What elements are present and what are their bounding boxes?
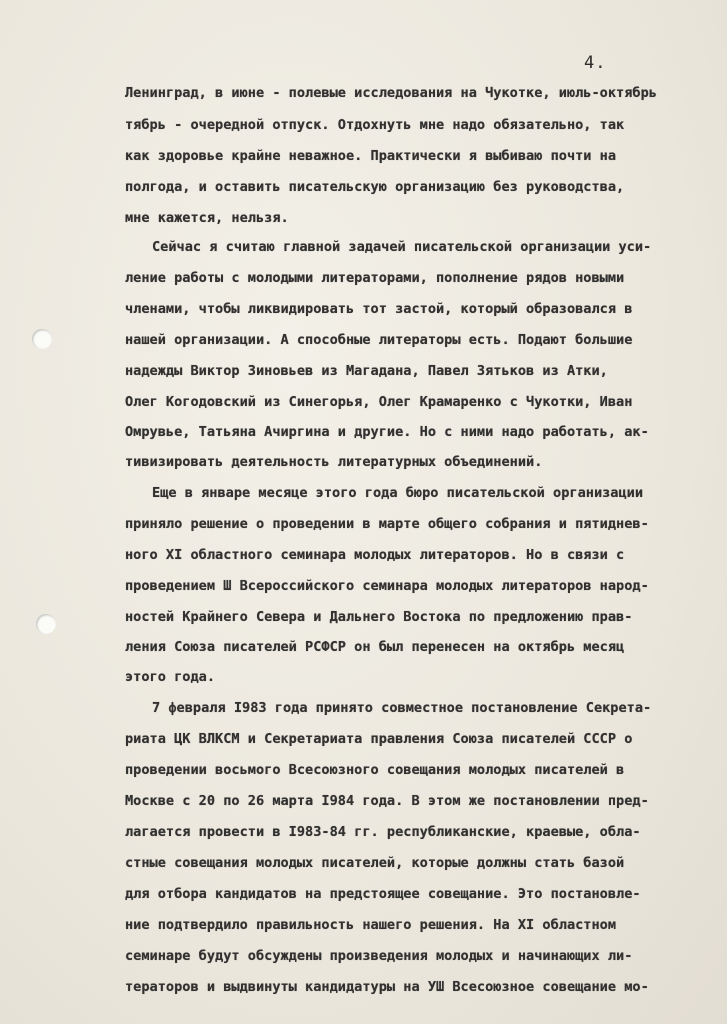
text-line: тябрь - очередной отпуск. Отдохнуть мне надо обязательно, так — [125, 117, 625, 133]
text-line: надежды Виктор Зиновьев из Магадана, Павел Зятьков из Атки, — [125, 363, 608, 379]
text-line: тивизировать деятельность литературных объединений. — [125, 454, 543, 470]
text-line: тераторов и выдвинуты кандидатуры на УШ Всесоюзное совещание мо- — [125, 979, 649, 995]
text-line: нашей организации. А способные литераторы есть. Подают большие — [125, 332, 633, 348]
text-line: лагается провести в I983-84 гг. республиканские, краевые, обла- — [125, 824, 641, 840]
text-line: членами, чтобы ликвидировать тот застой, который образовался в — [125, 301, 633, 317]
text-line: проведением Ш Всероссийского семинара молодых литераторов народ- — [125, 578, 649, 594]
text-line: Сейчас я считаю главной задачей писательской организации уси- — [152, 239, 652, 255]
punch-hole-top — [32, 329, 52, 349]
punch-hole-bottom — [36, 614, 56, 634]
text-line: 7 февраля I983 года принято совместное постановление Секрета- — [152, 700, 652, 716]
text-line: Омрувье, Татьяна Ачиргина и другие. Но с ними надо работать, ак- — [125, 424, 649, 440]
text-line: для отбора кандидатов на предстоящее совещание. Это постановле- — [125, 886, 641, 902]
text-line: Ленинград, в июне - полевые исследования на Чукотке, июль-октябрь — [125, 85, 657, 101]
text-line: ного XI областного семинара молодых литераторов. Но в связи с — [125, 547, 625, 563]
text-line: этого года. — [125, 669, 216, 685]
text-line: ностей Крайнего Севера и Дальнего Востока по предложению прав- — [125, 609, 633, 625]
text-line: Олег Когодовский из Синегорья, Олег Крамаренко с Чукотки, Иван — [125, 394, 633, 410]
text-line: риата ЦК ВЛКСМ и Секретариата правления Союза писателей СССР о — [125, 731, 633, 747]
text-line: полгода, и оставить писательскую организацию без руководства, — [125, 179, 625, 195]
page-number: 4. — [584, 53, 607, 73]
text-line: проведении восьмого Всесоюзного совещания молодых писателей в — [125, 762, 625, 778]
text-line: ления Союза писателей РСФСР он был перенесен на октябрь месяц — [125, 639, 625, 655]
text-line: семинаре будут обсуждены произведения молодых и начинающих ли- — [125, 948, 633, 964]
text-line: мне кажется, нельзя. — [125, 210, 289, 226]
text-line: Москве с 20 по 26 марта I984 года. В этом же постановлении пред- — [125, 793, 649, 809]
text-line: стные совещания молодых писателей, которые должны стать базой — [125, 855, 625, 871]
text-line: ление работы с молодыми литераторами, пополнение рядов новыми — [125, 270, 625, 286]
text-line: Еще в январе месяце этого года бюро писательской организации — [152, 485, 644, 501]
text-line: приняло решение о проведении в марте общего собрания и пятиднев- — [125, 516, 649, 532]
text-line: как здоровье крайне неважное. Практически я выбиваю почти на — [125, 148, 617, 164]
text-line: ние подтвердило правильность нашего решения. На XI областном — [125, 917, 617, 933]
